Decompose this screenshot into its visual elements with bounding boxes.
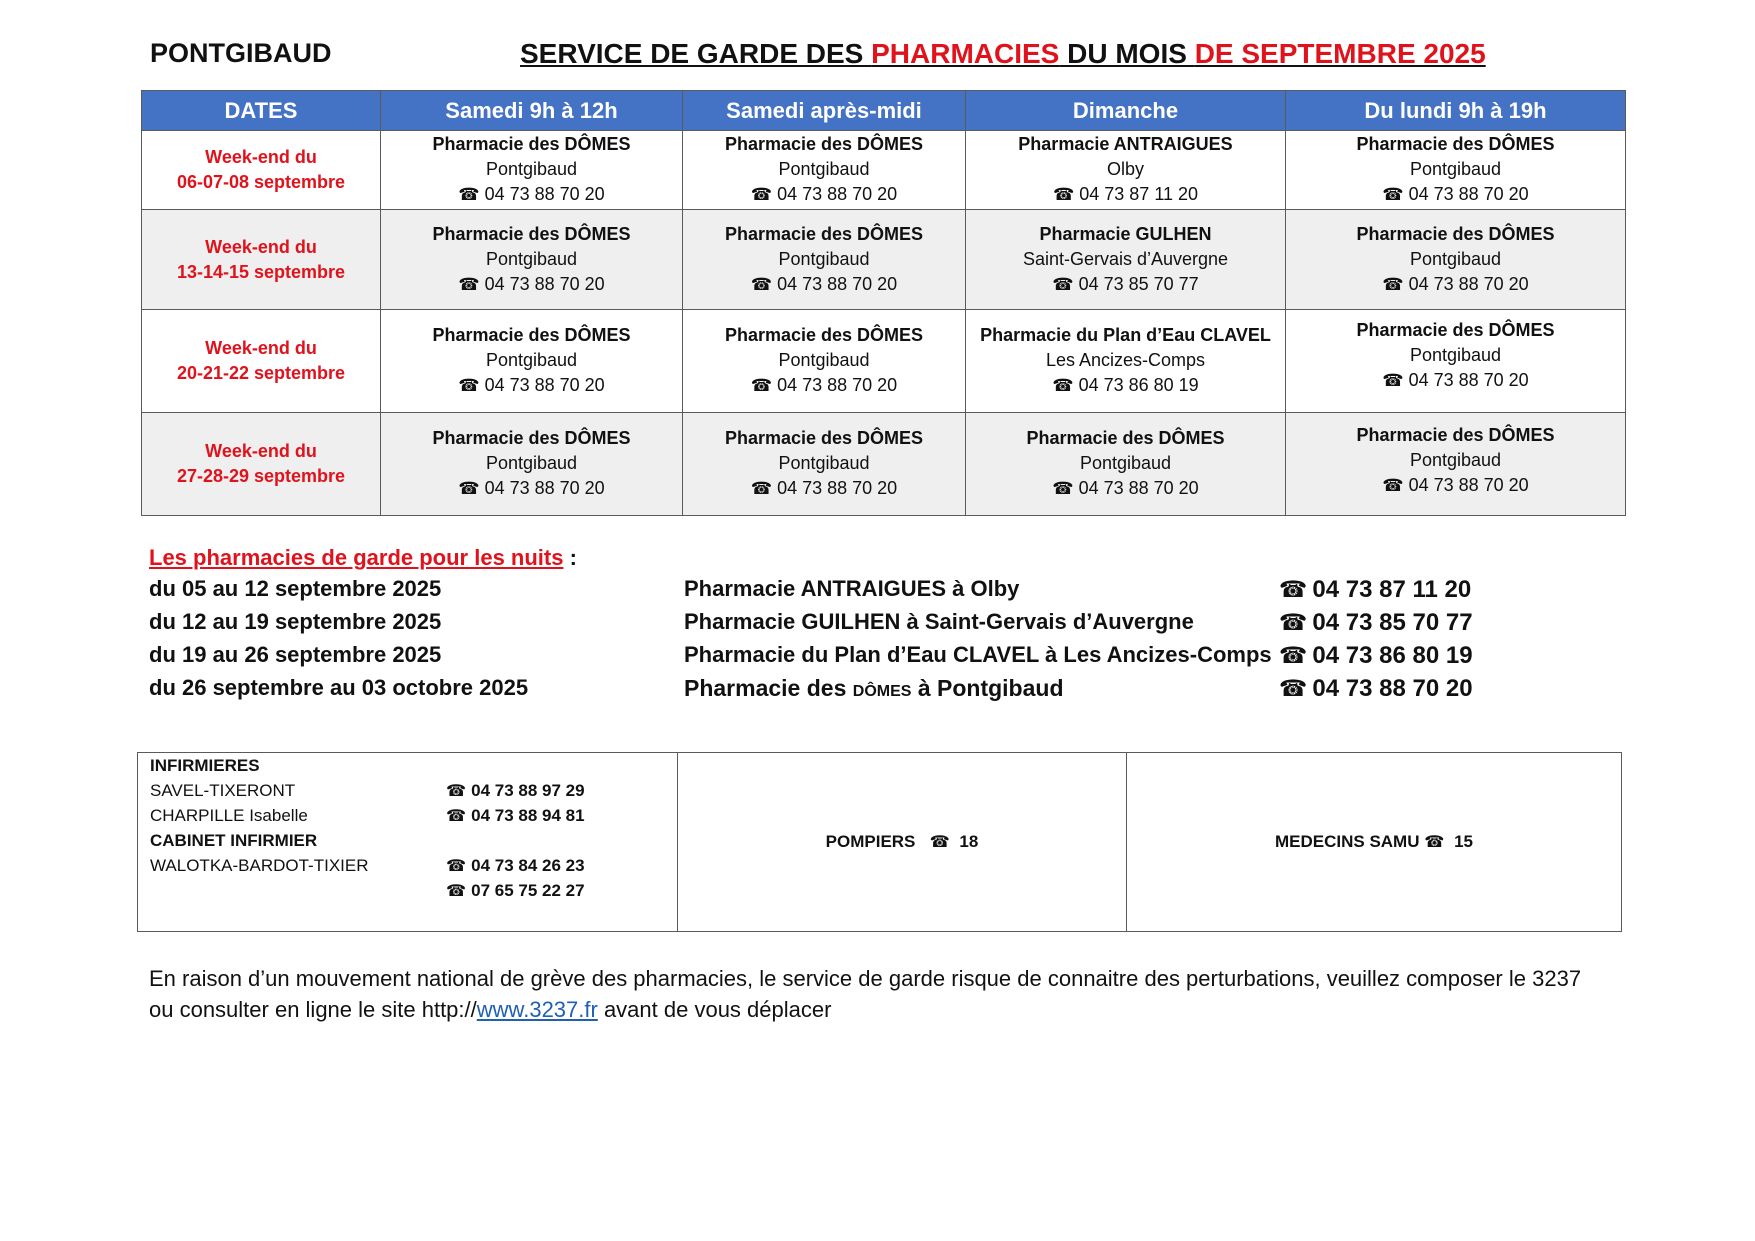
pharmacy-cell: Pharmacie des DÔMES Pontgibaud ☎ 04 73 88 70 20 (1286, 413, 1626, 516)
night-dates: du 26 septembre au 03 octobre 2025 (149, 675, 529, 700)
table-row (142, 413, 1626, 516)
telephone-icon: ☎ (929, 832, 950, 851)
samu-cell: MEDECINS SAMU ☎ 15 (1127, 753, 1622, 932)
pharmacy-cell: Pharmacie du Plan d’Eau CLAVEL Les Ancizes-Comps ☎ 04 73 86 80 19 (966, 310, 1286, 413)
telephone-icon: ☎ (446, 856, 467, 875)
nurses-heading: INFIRMIERES (150, 756, 260, 775)
pharmacy-cell: Pharmacie des DÔMES Pontgibaud ☎ 04 73 88 70 20 (683, 131, 966, 210)
nurses-cell (138, 753, 678, 932)
cabinet-name: WALOTKA-BARDOT-TIXIER (150, 856, 369, 875)
night-phone: ☎ 04 73 86 80 19 (1279, 642, 1473, 669)
page-header (150, 38, 1485, 78)
nurse-name: CHARPILLE Isabelle (150, 806, 308, 825)
cabinet-phone: ☎ 07 65 75 22 27 (446, 881, 585, 900)
telephone-icon: ☎ (458, 185, 480, 205)
nurse-name: SAVEL-TIXERONT (150, 781, 296, 800)
telephone-icon: ☎ (446, 781, 467, 800)
night-row (149, 576, 1489, 609)
night-phone: ☎ 04 73 87 11 20 (1279, 576, 1472, 603)
date-cell: Week-end du 13-14-15 septembre (142, 210, 381, 310)
pharmacy-cell: Pharmacie des DÔMES Pontgibaud ☎ 04 73 88 70 20 (381, 413, 683, 516)
telephone-icon: ☎ (750, 274, 773, 295)
nurse-phone: ☎ 04 73 88 94 81 (446, 806, 585, 825)
telephone-icon: ☎ (446, 881, 467, 900)
pharmacy-cell: Pharmacie ANTRAIGUES Olby ☎ 04 73 87 11 20 (966, 131, 1286, 210)
telephone-icon: ☎ (446, 806, 467, 825)
table-row (142, 210, 1626, 310)
nurse-phone: ☎ 04 73 88 97 29 (446, 781, 585, 800)
telephone-icon: ☎ (1382, 371, 1404, 391)
table-row (142, 310, 1626, 413)
night-pharmacy: Pharmacie des DÔMES à Pontgibaud (684, 675, 1064, 701)
telephone-icon: ☎ (458, 376, 480, 396)
pharmacy-cell: Pharmacie des DÔMES Pontgibaud ☎ 04 73 88 70 20 (1286, 310, 1626, 413)
telephone-icon: ☎ (750, 479, 773, 499)
pharmacy-cell: Pharmacie des DÔMES Pontgibaud ☎ 04 73 88 70 20 (1286, 210, 1626, 310)
telephone-icon: ☎ (458, 479, 480, 499)
night-phone: ☎ 04 73 85 70 77 (1279, 609, 1473, 636)
pharmacy-cell: Pharmacie des DÔMES Pontgibaud ☎ 04 73 88 70 20 (381, 131, 683, 210)
telephone-icon: ☎ (1382, 274, 1404, 295)
schedule-table (141, 90, 1626, 516)
telephone-icon: ☎ (458, 274, 480, 295)
pharmacy-cell: Pharmacie des DÔMES Pontgibaud ☎ 04 73 88 70 20 (683, 310, 966, 413)
table-row (142, 131, 1626, 210)
telephone-icon: ☎ (1279, 676, 1308, 702)
night-row (149, 609, 1489, 642)
column-header-dates: DATES (142, 91, 381, 131)
telephone-icon: ☎ (1424, 832, 1445, 851)
telephone-icon: ☎ (1382, 476, 1404, 496)
night-row (149, 642, 1489, 675)
date-cell: Week-end du 20-21-22 septembre (142, 310, 381, 413)
telephone-icon: ☎ (1052, 376, 1074, 396)
telephone-icon: ☎ (1052, 274, 1074, 295)
town-name: PONTGIBAUD (150, 38, 332, 68)
telephone-icon: ☎ (1279, 577, 1308, 603)
date-cell: Week-end du 06-07-08 septembre (142, 131, 381, 210)
date-cell: Week-end du 27-28-29 septembre (142, 413, 381, 516)
night-pharmacy: Pharmacie ANTRAIGUES à Olby (684, 576, 1020, 601)
telephone-icon: ☎ (750, 376, 773, 396)
night-pharmacy: Pharmacie du Plan d’Eau CLAVEL à Les Ancizes-Comps (684, 642, 1272, 667)
pharmacy-cell: Pharmacie des DÔMES Pontgibaud ☎ 04 73 88 70 20 (966, 413, 1286, 516)
contacts-table (137, 752, 1622, 932)
telephone-icon: ☎ (750, 185, 773, 205)
pompiers-cell: POMPIERS ☎ 18 (678, 753, 1127, 932)
nights-heading: Les pharmacies de garde pour les nuits : (149, 545, 577, 570)
night-dates: du 12 au 19 septembre 2025 (149, 609, 442, 634)
telephone-icon: ☎ (1382, 185, 1404, 205)
night-row (149, 675, 1489, 708)
pharmacy-cell: Pharmacie des DÔMES Pontgibaud ☎ 04 73 88 70 20 (683, 210, 966, 310)
telephone-icon: ☎ (1279, 643, 1308, 669)
schedule-header-row (142, 91, 1626, 131)
strike-notice: En raison d’un mouvement national de grève des pharmacies, le service de garde risque de connaitre des perturbations, veuillez composer le 3237 ou consulter en ligne le site http://www.3237.fr avant de vous déplacer (149, 966, 1582, 1022)
pharmacy-cell: Pharmacie des DÔMES Pontgibaud ☎ 04 73 88 70 20 (683, 413, 966, 516)
cabinet-heading: CABINET INFIRMIER (150, 831, 318, 850)
column-header-saturday-afternoon: Samedi après-midi (683, 91, 966, 131)
night-pharmacy: Pharmacie GUILHEN à Saint-Gervais d’Auvergne (684, 609, 1194, 634)
pharmacy-cell: Pharmacie des DÔMES Pontgibaud ☎ 04 73 88 70 20 (381, 310, 683, 413)
night-dates: du 19 au 26 septembre 2025 (149, 642, 442, 667)
website-link[interactable]: www.3237.fr (476, 997, 598, 1022)
pharmacy-cell: Pharmacie des DÔMES Pontgibaud ☎ 04 73 88 70 20 (1286, 131, 1626, 210)
pharmacy-cell: Pharmacie des DÔMES Pontgibaud ☎ 04 73 88 70 20 (381, 210, 683, 310)
column-header-monday: Du lundi 9h à 19h (1286, 91, 1626, 131)
telephone-icon: ☎ (1052, 479, 1074, 499)
column-header-sunday: Dimanche (966, 91, 1286, 131)
night-dates: du 05 au 12 septembre 2025 (149, 576, 442, 601)
page-title: SERVICE DE GARDE DES PHARMACIES DU MOIS DE SEPTEMBRE 2025 (520, 38, 1486, 69)
pharmacy-cell: Pharmacie GULHEN Saint-Gervais d’Auvergne ☎ 04 73 85 70 77 (966, 210, 1286, 310)
telephone-icon: ☎ (1279, 610, 1308, 636)
cabinet-phone: ☎ 04 73 84 26 23 (446, 856, 585, 875)
telephone-icon: ☎ (1052, 185, 1075, 205)
night-phone: ☎ 04 73 88 70 20 (1279, 675, 1473, 702)
column-header-saturday-morning: Samedi 9h à 12h (381, 91, 683, 131)
